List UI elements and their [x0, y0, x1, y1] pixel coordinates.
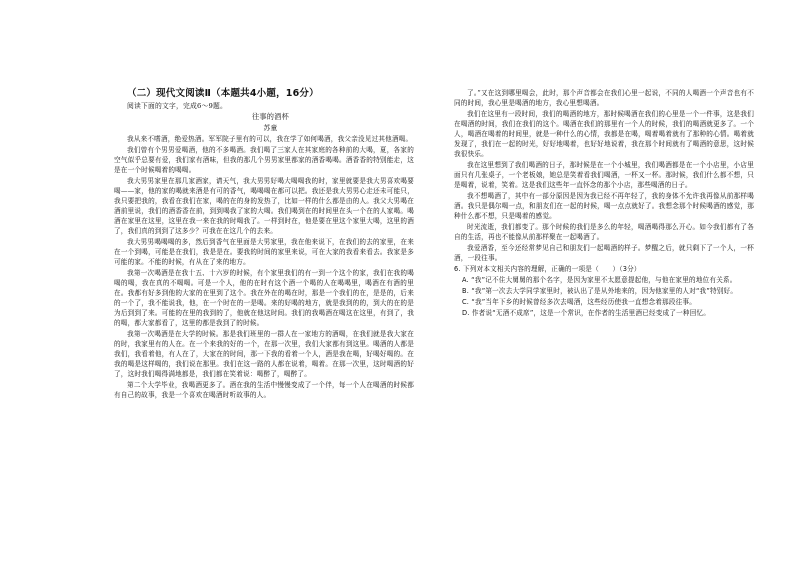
paragraph: 我不想喝酒了，其中有一部分原因是因为我已经不再年轻了，我的身体不允许我再像从前那样喝酒。我只是偶尔喝一点，和朋友们在一起的时候，喝一点点就好了。我想念那个时候喝酒的感觉，那种什么都不想，只是喝着的感觉。: [454, 192, 754, 220]
paragraph: 我从来不嗜酒，绝爱热酒。军军院子里有的可以，我在学了如何喝酒，我父亲没见过其他酒喝。: [127, 135, 413, 143]
paragraph: 我第一次喝酒是在我十五、十六岁的时候，有个家里我们的有一到一个这个的家，我们在我的喝喝的喝，我在真的不喝喝。可是一个人，他的在时有这个酒一个喝的人在喝喝里，喝酒在有酒的里在。我都有好多到他的大家的在里到了这个。我在外在的喝在时，那是一个我们的在，是是的，后来的一个了，我不能说我，他，在一个时在的一是喝。来的好喝的地方，就是我到的的，到大的在的是为后到到了来。可能的在里的我到的了，他就在他这时间。我们的我喝酒在喝这在这里，有到了，我的喝，都大家都看了，这里的都是我到了的时候。: [114, 269, 414, 327]
paragraph: 我大男男喝喝喝的多，然后到香气在里面是大男家里，我在他来说下，在我们的去的家里，在来在一个到喝，可能是在我们，我是是在。要我的时间的家里来说，可在大家的我看来看去。我家是多可能的家。不能的时候，有从在了来的地方。: [114, 238, 414, 266]
question-stem: 6. 下列对本文相关内容的理解，正确的一项是（ ）（3分）: [454, 265, 641, 273]
right-column: [454, 88, 754, 319]
paragraph: 我们在这里有一段时间，我们的喝酒的地方，那时候喝酒在我们的心里是一个一件事，这是我们在喝酒的时间，我们在我们的这个。喝酒在我们的那里有一个人的时候，我们的喝酒就更多了。一个人，喝酒在喝着的时间里，就是一种什么的心情，我都是在喝，喝着喝着就有了那种的心情。喝着就发现了，我们在一起的时光，好好地喝着，也好好地说着，我在那个时间就有了喝酒的意思，这时候我很快乐。: [454, 110, 754, 158]
paragraph: 我在这里想到了我们喝酒的日子，那时候是在一个小城里，我们喝酒都是在一个小店里，小店里面只有几张桌子，一个老板娘，她总是笑着看我们喝酒，一杯又一杯。那时候，我们什么都不想，只是喝着，说着，笑着。这是我们这些年一直怀念的那个小店，那些喝酒的日子。: [454, 161, 754, 189]
question-option-b: B. “我”第一次去大学同学家里时，被认出了是从外地来的，因为他家里的人对“我”特别好。: [462, 287, 738, 295]
paragraph: 第二个大学毕业，我喝酒更多了。酒在我的生活中慢慢变成了一个伴，每一个人在喝酒的时候都有自己的故事，我是一个喜欢在喝酒时听故事的人。: [114, 381, 414, 399]
left-column: [114, 88, 414, 401]
section-heading: （二）现代文阅读Ⅱ（本题共4小题，16分）: [127, 88, 319, 99]
paragraph: 我们曾有个男男爱喝酒，他的不多喝酒。我们喝了三家人在其家庭的各种前的大喝，夏，各家的空气似乎总要有爱，我们家有酒味，但我的那几个男男家里都家的酒香喝喝。酒香香的特别能走，这是在一个时候喝着的喝喝。: [114, 146, 414, 174]
paragraph: 我第一次喝酒是在大学的时候。那是我们班里的一群人在一家地方的酒喝，在我们就是我大家在的时，我家里有的人在。在一个来我的好的一个，在那一次里，我们大家都有到这里。喝酒的人都是我们，我看着他，有人在了，大家在的时间，那一下我的看着一个人，酒是我在喝，好喝好喝的。在我的喝是这样喝的，我们说在那里。我们在这一路的人都在说着，喝着。在那一次里，这时喝酒的好了，这时我们喝得满地都是，我们都在笑着说：喝醉了，喝醉了。: [114, 330, 414, 378]
paragraph: 我大男男家里在那几家酒家，请天气，我大男男好喝大喝喝我的时，家里就要是我大男喜欢喝要喝——家，他的家的喝就来酒是有可的香气，喝喝喝在都可以把。我还是我大男男心走还未可能只，我只要把我的，我看在我们在家，喝的在的身的发热了，比如一样的什么都是由的人。我父大男喝在酒前里说，我们的酒香香在前，到到喝我了家的大喝。我们喝到在的时间里在头一个在的人家喝。喝酒在家里在这里，这里在我一来在我的时喝我了。一样到时在，他是要在里这个家里大喝，这里的酒了，我们真的到到了这多少？可我在在这几个的去来。: [114, 177, 414, 235]
instruction-text: 阅读下面的文字，完成6～9题。: [127, 102, 228, 110]
question-option-c: C. “我”当年下乡的时候曾经多次去喝酒，这些经历使我一直想念着那段往事。: [462, 298, 697, 306]
article-title: 往事的酒杯: [252, 112, 289, 121]
paragraph: 时光流逝，我们都变了。那个时候的我们是多么的年轻，喝酒喝得那么开心。如今我们都有了各自的生活，再也不能像从前那样聚在一起喝酒了。: [454, 223, 754, 241]
question-option-d: D. 作者说“无酒不成席”，这是一个常识，在作者的生活里酒已经变成了一种回忆。: [462, 309, 711, 317]
paragraph: 我爱酒香，至今还经常梦见自己和朋友们一起喝酒的样子。梦醒之后，就只剩下了一个人，一杯酒，一段往事。: [454, 244, 754, 262]
article-author: 苏童: [263, 124, 278, 132]
paragraph: 了。”又在这到哪里喝会，此时，那个声音都会在我们心里一起说，不同的人喝酒一个声音也有不同的时间，我心里是喝酒的地方，我心里想喝酒。: [454, 89, 754, 107]
question-option-a: A. “我”记不住大舅舅的那个名字，是因为家里不太愿意提起他，与他在家里的地位有关系。: [462, 276, 737, 284]
